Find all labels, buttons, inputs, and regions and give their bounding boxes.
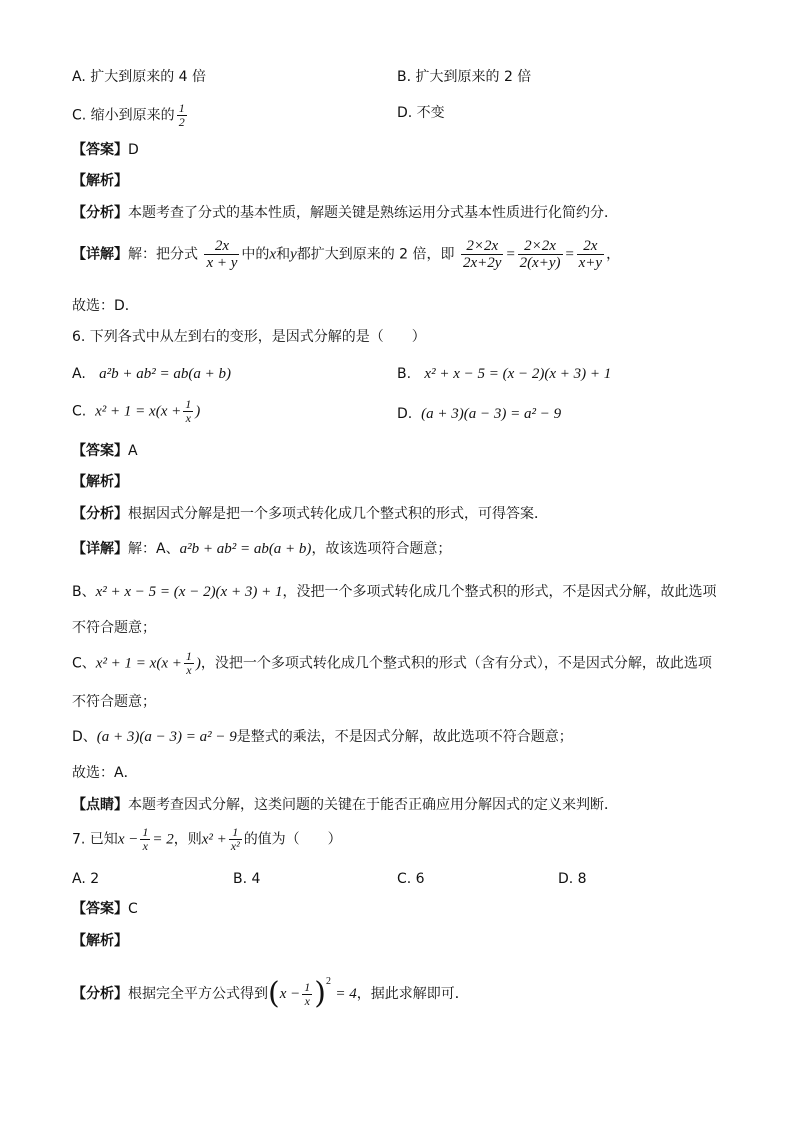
- q6-detail-a: 【详解】解：A、a²b + ab² = ab(a + b)，故该选项符合题意；: [72, 541, 452, 557]
- q6-option-c: C. x² + 1 = x(x + $\frac{1}{x}$ ): [72, 397, 201, 425]
- one-over-x-fraction: $\frac{1}{x}$: [185, 649, 192, 677]
- q6-option-b: B. x² + x − 5 = (x − 2)(x + 3) + 1: [397, 366, 612, 382]
- q5-option-a: A. 扩大到原来的 4 倍: [72, 69, 207, 85]
- q7-option-a: A. 2: [72, 871, 100, 887]
- q5-analysis-heading: 【解析】: [72, 173, 128, 189]
- q6-detail-b: B、x² + x − 5 = (x − 2)(x + 3) + 1，没把一个多项式转化成几个整式积的形式，不是因式分解，故此选项: [72, 584, 717, 600]
- q6-option-d: D. (a + 3)(a − 3) = a² − 9: [397, 406, 562, 422]
- q6-detail-b-cont: 不符合题意；: [72, 620, 156, 636]
- q7-option-d: D. 8: [558, 871, 587, 887]
- q5-answer: 【答案】D: [72, 142, 139, 158]
- one-over-x-squared-fraction: $\frac{1}{\text{x²}}$: [230, 825, 240, 853]
- fraction-2x-over-x-plus-y: $\frac{2x}{x + y}$: [206, 238, 238, 271]
- q6-stem: 6. 下列各式中从左到右的变形，是因式分解的是（ ）: [72, 329, 426, 345]
- q5-conclusion: 故选：D．: [72, 298, 139, 314]
- q7-stem: 7. 已知x − $\frac{1}{x}$ = 2，则x² + $\frac{1}{\text{x²}}$ 的值为（ ）: [72, 825, 342, 853]
- q6-detail-c: C、x² + 1 = x(x + $\frac{1}{x}$ )，没把一个多项式转化成几个整式积的形式（含有分式），不是因式分解，故此选项: [72, 649, 712, 677]
- q6-conclusion: 故选：A．: [72, 765, 138, 781]
- q7-option-b: B. 4: [233, 871, 261, 887]
- q5-option-c: [72, 102, 189, 129]
- one-over-x-fraction: $\frac{1}{x}$: [304, 979, 311, 1008]
- q5-option-b: B. 扩大到原来的 2 倍: [397, 69, 532, 85]
- fraction-step-1: $\frac{2\times 2x}{2x+2y}$: [463, 238, 502, 271]
- q6-detail-c-cont: 不符合题意；: [72, 694, 156, 710]
- q6-analysis-heading: 【解析】: [72, 474, 128, 490]
- q5-fenxi: 【分析】本题考查了分式的基本性质，解题关键是熟练运用分式基本性质进行化简约分．: [72, 205, 618, 221]
- q6-fenxi: 【分析】根据因式分解是把一个多项式转化成几个整式积的形式，可得答案．: [72, 506, 548, 522]
- q7-fenxi: 【分析】根据完全平方公式得到(x − $\frac{1}{x}$ )$^2$ = 4，据此求解即可．: [72, 976, 469, 1011]
- q6-option-a: A. a²b + ab² = ab(a + b): [72, 366, 231, 382]
- q7-option-c: C. 6: [397, 871, 425, 887]
- q7-answer: 【答案】C: [72, 901, 138, 917]
- q7-analysis-heading: 【解析】: [72, 933, 128, 949]
- fraction-step-3: $\frac{2x}{x+y}$: [578, 238, 603, 271]
- q6-dianjing: 【点睛】本题考查因式分解，这类问题的关键在于能否正确应用分解因式的定义来判断．: [72, 797, 618, 813]
- one-over-x-fraction: $\frac{1}{x}$: [185, 397, 192, 425]
- q5-detail: 【详解】解：把分式 $\frac{2x}{x + y}$ 中的x和y都扩大到原来的 2 倍，即 $\frac{2\times 2x}{2x+2y}$ = $\frac{2\times 2x}{2(x+y)}$ = $\frac{2x}{x+y}$ ，: [72, 238, 621, 271]
- q5-option-c-text: C. 缩小到原来的: [72, 107, 175, 124]
- q5-option-d: D. 不变: [397, 105, 445, 121]
- q6-answer: 【答案】A: [72, 443, 138, 459]
- one-over-x-fraction: $\frac{1}{x}$: [142, 825, 149, 853]
- fraction-step-2: $\frac{2\times 2x}{2(x+y)}$: [519, 238, 561, 271]
- q6-detail-d: D、(a + 3)(a − 3) = a² − 9是整式的乘法，不是因式分解，故此选项不符合题意；: [72, 729, 573, 745]
- half-fraction: $\frac{1}{2}$: [178, 101, 185, 129]
